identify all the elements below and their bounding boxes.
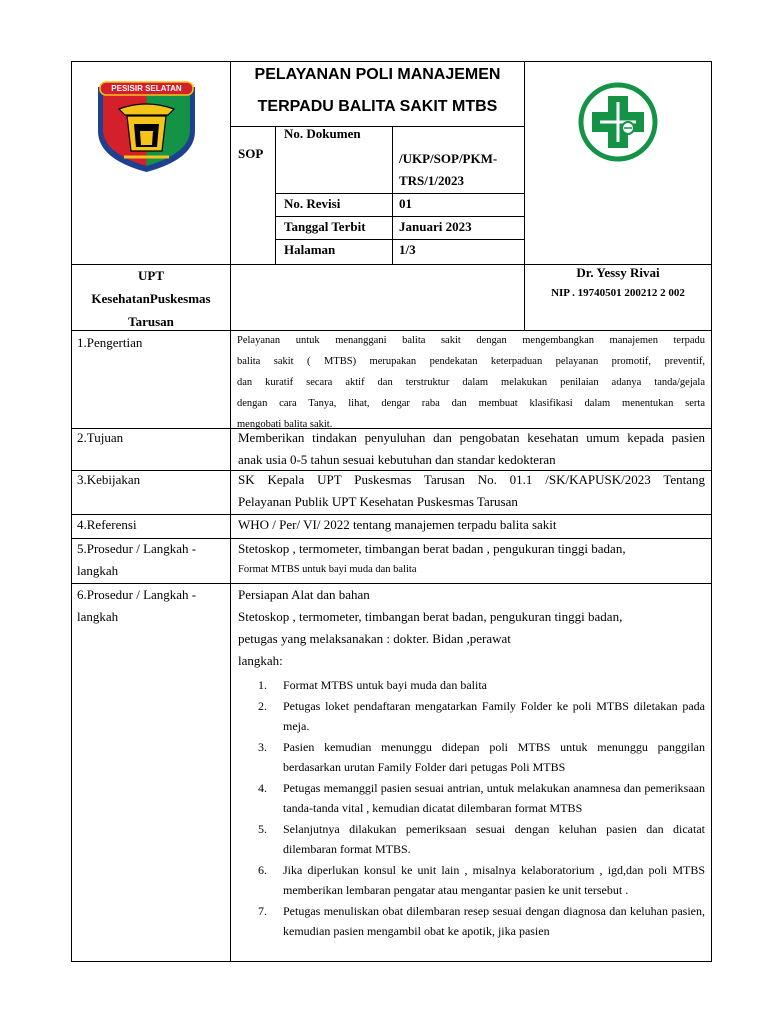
prosedur-intro-4: langkah: bbox=[238, 653, 283, 668]
org-line-3: Tarusan bbox=[128, 314, 174, 329]
sop-label: SOP bbox=[238, 146, 264, 161]
issue-date-value: Januari 2023 bbox=[399, 219, 472, 234]
prosedur-intro-3: petugas yang melaksanakan : dokter. Bidan ,perawat bbox=[238, 631, 511, 646]
step-text: Format MTBS untuk bayi muda dan balita bbox=[283, 678, 487, 692]
doc-number-label: No. Dokumen bbox=[284, 126, 361, 141]
tujuan-line-2: anak usia 0-5 tahun sesuai kebutuhan dan standar kedokteran bbox=[238, 452, 556, 467]
step-number: 3. bbox=[258, 739, 267, 754]
org-line-1: UPT bbox=[138, 268, 164, 283]
step-item bbox=[258, 675, 705, 696]
step-text: Pasien kemudian menunggu didepan poli MTBS untuk menunggu panggilan berdasarkan urutan Family Folder dari petugas Poli MTBS bbox=[283, 739, 705, 774]
prosedur-intro-1: Persiapan Alat dan bahan bbox=[238, 587, 370, 602]
prosedur-intro bbox=[238, 584, 705, 672]
step-number: 2. bbox=[258, 698, 267, 713]
step-number: 7. bbox=[258, 903, 267, 918]
revision-value: 01 bbox=[399, 196, 412, 211]
signer-name: Dr. Yessy Rivai bbox=[576, 265, 660, 280]
signer-nip: NIP . 19740501 200212 2 002 bbox=[551, 287, 685, 299]
step-text: Petugas loket pendaftaran mengatarkan Family Folder ke poli MTBS diletakan pada meja. bbox=[283, 698, 705, 733]
document-title bbox=[231, 60, 524, 122]
kebijakan-line-1: SK Kepala UPT Puskesmas Tarusan No. 01.1 /SK/KAPUSK/2023 Tentang bbox=[238, 472, 705, 487]
pesisir-selatan-logo bbox=[94, 79, 199, 174]
kebijakan-text bbox=[238, 469, 705, 513]
alat-label-line-1: 5.Prosedur / Langkah - bbox=[77, 541, 197, 556]
logo-text: PESISIR SELATAN bbox=[111, 84, 182, 93]
alat-text bbox=[238, 538, 705, 580]
page-label: Halaman bbox=[284, 242, 336, 257]
step-number: 6. bbox=[258, 862, 267, 877]
referensi-text: WHO / Per/ VI/ 2022 tentang manajemen terpadu balita sakit bbox=[238, 517, 557, 532]
step-number: 1. bbox=[258, 678, 267, 692]
title-line-1: PELAYANAN POLI MANAJEMEN bbox=[254, 66, 501, 83]
referensi-label: 4.Referensi bbox=[77, 517, 137, 532]
puskesmas-logo bbox=[578, 82, 658, 162]
prosedur-label bbox=[77, 584, 196, 628]
pengertian-line: dengan cara Tanya, lihat, dengar raba dan membuat klasifikasi dalam menentukan serta bbox=[237, 398, 705, 409]
step-number: 4. bbox=[258, 780, 267, 795]
pengertian-line: balita sakit ( MTBS) merupakan pendekatan keterpaduan pelayanan promotif, preventif, bbox=[237, 356, 705, 367]
alat-label-line-2: langkah bbox=[77, 563, 119, 578]
pengertian-line: mengobati balita sakit. bbox=[237, 419, 333, 430]
step-text: Jika diperlukan konsul ke unit lain , misalnya kelaboratorium , igd,dan poli MTBS memberikan lembaran pengatar atau mengantar pasien ke unit tersebut . bbox=[283, 862, 705, 897]
revision-label: No. Revisi bbox=[284, 196, 341, 211]
alat-line-1: Stetoskop , termometer, timbangan berat badan , pengukuran tinggi badan, bbox=[238, 541, 626, 556]
alat-line-2: Format MTBS untuk bayi muda dan balita bbox=[238, 564, 417, 575]
step-text: Petugas memanggil pasien sesuai antrian, untuk melakukan anamnesa dan pemeriksaan tanda-tanda vital , kemudian dicatat dilembaran format MTBS bbox=[283, 780, 705, 815]
step-item bbox=[258, 901, 705, 942]
prosedur-label-line-2: langkah bbox=[77, 609, 119, 624]
step-item bbox=[258, 737, 705, 778]
step-text: Petugas menuliskan obat dilembaran resep sesuai dengan diagnosa dan keluhan pasien, kemudian pasien mengambil obat ke apotik, jika pasien bbox=[283, 903, 705, 938]
org-name bbox=[72, 264, 230, 333]
kebijakan-label: 3.Kebijakan bbox=[77, 472, 141, 487]
tujuan-text bbox=[238, 427, 705, 471]
doc-number-line-2: TRS/1/2023 bbox=[399, 173, 465, 188]
pengertian-text bbox=[237, 330, 705, 435]
step-item bbox=[258, 696, 705, 737]
issue-date-label: Tanggal Terbit bbox=[284, 219, 366, 234]
prosedur-label-line-1: 6.Prosedur / Langkah - bbox=[77, 587, 197, 602]
doc-number-line-1: /UKP/SOP/PKM- bbox=[399, 151, 498, 166]
kebijakan-line-2: Pelayanan Publik UPT Kesehatan Puskesmas Tarusan bbox=[238, 494, 518, 509]
pengertian-line: dan kuratif secara aktif dan terstruktur dalam melakukan penilaian adanya tanda/gejala bbox=[237, 377, 705, 388]
step-number: 5. bbox=[258, 821, 267, 836]
step-item bbox=[258, 819, 705, 860]
page-value: 1/3 bbox=[399, 242, 416, 257]
step-item bbox=[258, 778, 705, 819]
alat-label bbox=[77, 538, 196, 582]
step-text: Selanjutnya dilakukan pemeriksaan sesuai dengan keluhan pasien dan dicatat dilembaran format MTBS. bbox=[283, 821, 705, 856]
tujuan-label: 2.Tujuan bbox=[77, 430, 124, 445]
title-line-2: TERPADU BALITA SAKIT MTBS bbox=[257, 98, 498, 115]
pengertian-label: 1.Pengertian bbox=[77, 335, 143, 350]
org-line-2: KesehatanPuskesmas bbox=[91, 291, 211, 306]
pengertian-line: Pelayanan untuk menanggani balita sakit dengan mengembangkan manajemen terpadu bbox=[237, 335, 705, 346]
prosedur-steps bbox=[258, 675, 705, 942]
prosedur-intro-2: Stetoskop , termometer, timbangan berat badan, pengukuran tinggi badan, bbox=[238, 609, 623, 624]
tujuan-line-1: Memberikan tindakan penyuluhan dan pengobatan kesehatan umum kepada pasien bbox=[238, 430, 705, 445]
step-item bbox=[258, 860, 705, 901]
